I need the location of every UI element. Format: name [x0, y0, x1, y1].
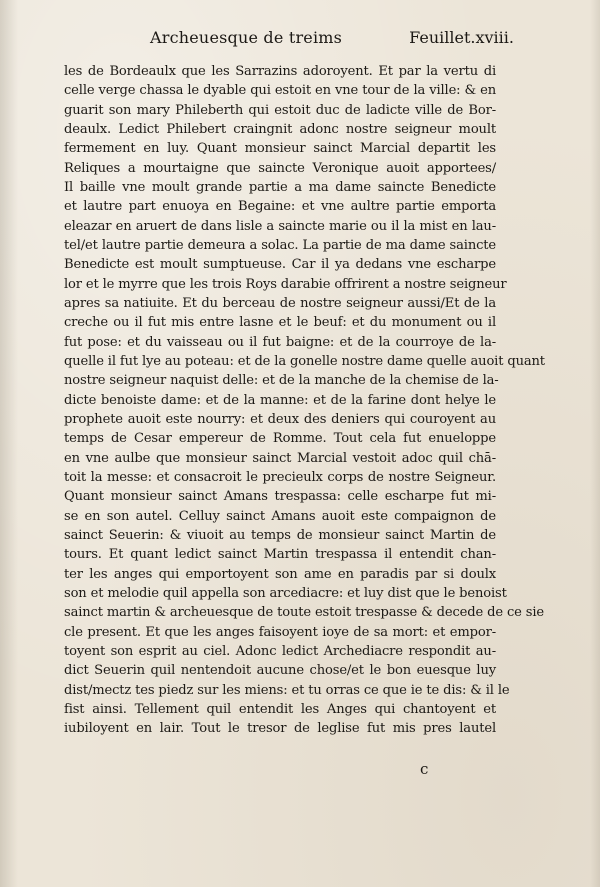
text-line: guarit son mary Phileberth qui estoit duc de ladicte ville de Bor-: [64, 102, 496, 118]
text-line: cle present. Et que les anges faisoyent ioye de sa mort: et empor-: [64, 624, 496, 640]
text-line: ter les anges qui emportoyent son ame en paradis par si doulx: [64, 566, 496, 582]
text-line: lor et le myrre que les trois Roys darabie offrirent a nostre seigneur: [64, 276, 507, 292]
text-line: les de Bordeaulx que les Sarrazins adoroyent. Et par la vertu di: [64, 64, 496, 79]
text-line: sainct Seuerin: & viuoit au temps de monsieur sainct Martin de: [64, 527, 496, 543]
text-line: sainct martin & archeuesque de toute estoit trespasse & decede de ce sie: [64, 605, 544, 621]
folio-number: Feuillet.xviii.: [409, 28, 514, 47]
text-line: fermement en luy. Quant monsieur sainct Marcial departit les: [64, 141, 496, 157]
text-line: Quant monsieur sainct Amans trespassa: celle escharpe fut mi-: [64, 489, 496, 505]
page-gutter-shadow: [0, 0, 18, 887]
text-line: fist ainsi. Tellement quil entendit les Anges qui chantoyent et: [64, 701, 496, 717]
text-line: et lautre part enuoya en Begaine: et vne aultre partie emporta: [64, 199, 496, 215]
text-line: temps de Cesar empereur de Romme. Tout cela fut enueloppe: [64, 431, 496, 447]
text-line: Reliques a mourtaigne que saincte Veronique auoit apportees/: [64, 160, 496, 176]
text-line: eleazar en aruert de dans lisle a saincte marie ou il la mist en lau-: [64, 218, 496, 234]
text-line: iubiloyent en lair. Tout le tresor de leglise fut mis pres lautel: [64, 721, 496, 737]
text-line: prophete auoit este nourry: et deux des deniers qui couroyent au: [64, 411, 496, 427]
text-line: en vne aulbe que monsieur sainct Marcial vestoit adoc quil chā-: [64, 450, 496, 466]
text-line: son et melodie quil appella son arcediacre: et luy dist que le benoist: [64, 585, 507, 601]
text-line: dict Seuerin quil nentendoit aucune chose/et le bon euesque luy: [64, 663, 496, 679]
text-line: nostre seigneur naquist delle: et de la manche de la chemise de la-: [64, 373, 499, 389]
text-line: toyent son esprit au ciel. Adonc ledict Archediacre respondit au-: [64, 643, 496, 659]
page-edge-shadow: [590, 0, 600, 887]
text-line: apres sa natiuite. Et du berceau de nostre seigneur aussi/Et de la: [64, 295, 496, 311]
text-line: toit la messe: et consacroit le precieulx corps de nostre Seigneur.: [64, 469, 496, 485]
text-line: quelle il fut lye au poteau: et de la gonelle nostre dame quelle auoit quant: [64, 353, 545, 369]
text-column: [64, 62, 545, 738]
text-line: tel/et lautre partie demeura a solac. La partie de ma dame saincte: [64, 237, 496, 253]
text-line: fut pose: et du vaisseau ou il fut baigne: et de la courroye de la-: [64, 334, 496, 350]
quire-signature: c: [420, 760, 429, 778]
text-line: Il baille vne moult grande partie a ma dame saincte Benedicte: [64, 179, 496, 195]
text-line: tours. Et quant ledict sainct Martin trespassa il entendit chan-: [64, 547, 496, 563]
text-line: Benedicte est moult sumptueuse. Car il ya dedans vne escharpe: [64, 257, 496, 273]
text-line: dicte benoiste dame: et de la manne: et de la farine dont helye le: [64, 392, 496, 408]
running-title: Archeuesque de treims: [150, 28, 343, 47]
text-line: celle verge chassa le dyable qui estoit en vne tour de la ville: & en: [64, 83, 496, 99]
text-line: creche ou il fut mis entre lasne et le beuf: et du monument ou il: [64, 315, 496, 331]
text-line: dist/mectz tes piedz sur les miens: et tu orras ce que ie te dis: & il le: [64, 682, 510, 698]
text-line: se en son autel. Celluy sainct Amans auoit este compaignon de: [64, 508, 496, 524]
text-line: deaulx. Ledict Philebert craingnit adonc nostre seigneur moult: [64, 121, 496, 137]
